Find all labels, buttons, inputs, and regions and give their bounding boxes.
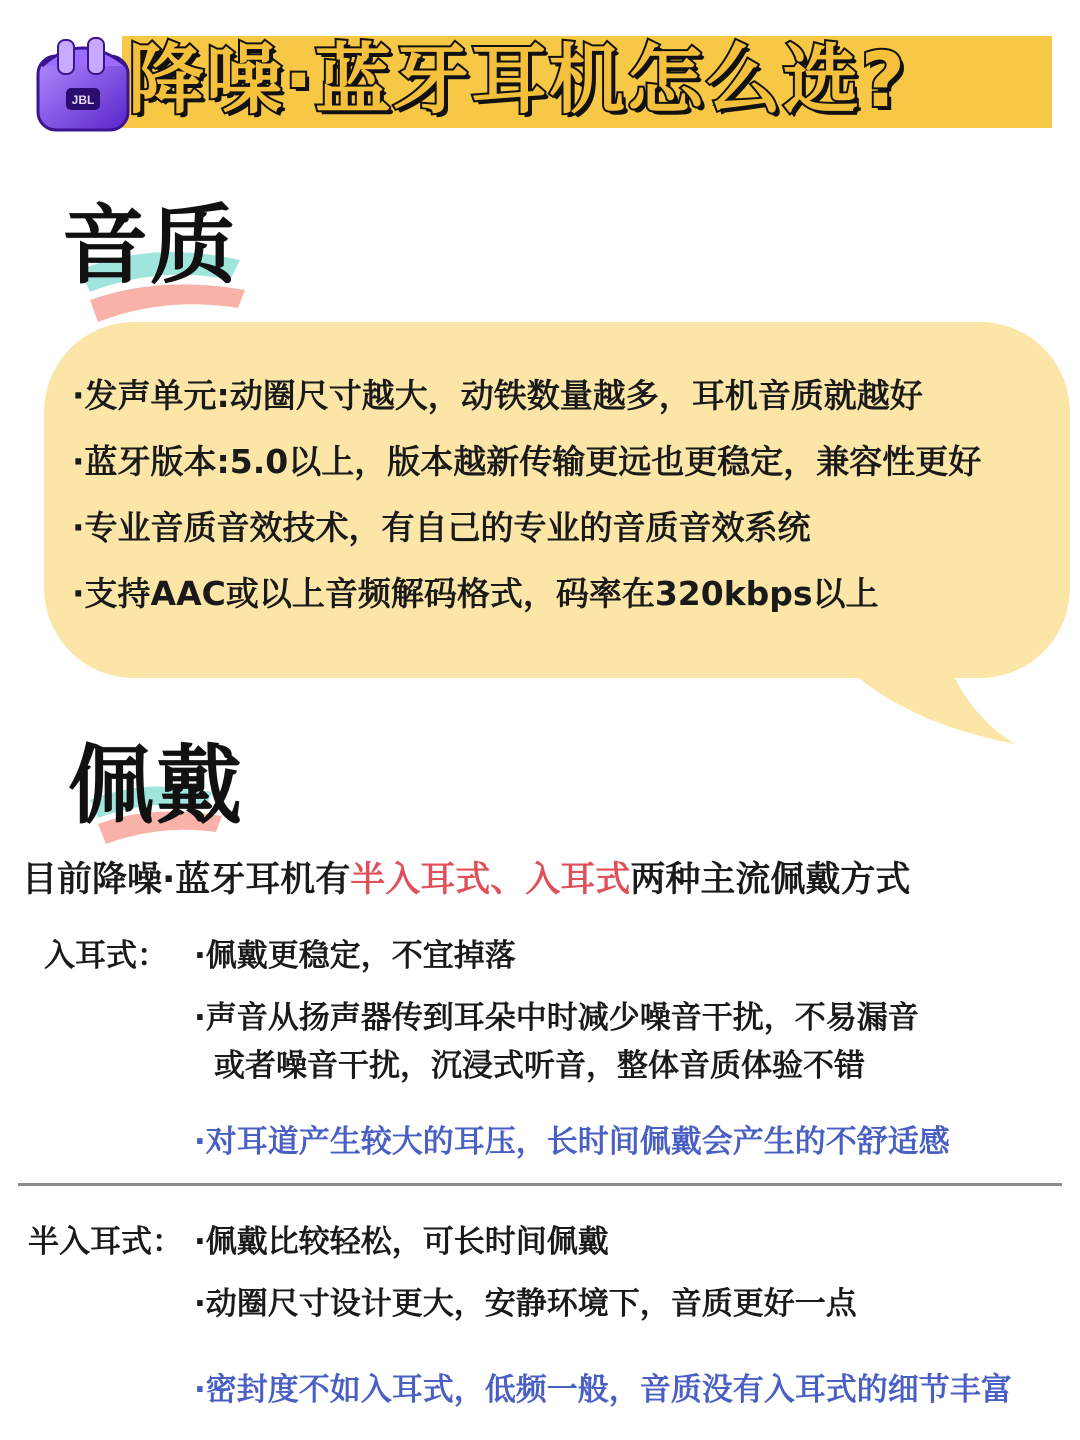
in-ear-pro: ·佩戴更稳定，不宜掉落 bbox=[194, 938, 516, 974]
intro-prefix: 目前降噪·蓝牙耳机有 bbox=[22, 860, 351, 900]
in-ear-pro: 或者噪音干扰，沉浸式听音，整体音质体验不错 bbox=[214, 1048, 865, 1084]
speech-bubble-tail bbox=[760, 640, 1020, 750]
earbuds-case-icon bbox=[28, 26, 136, 138]
section-heading-sound: 音质 bbox=[62, 195, 238, 296]
list-item: ·蓝牙版本:5.0以上，版本越新传输更远也更稳定，兼容性更好 bbox=[72, 442, 982, 481]
in-ear-pro: ·声音从扬声器传到耳朵中时减少噪音干扰，不易漏音 bbox=[194, 1000, 919, 1036]
page-title: 降噪·蓝牙耳机怎么选? bbox=[128, 35, 907, 124]
in-ear-label: 入耳式： bbox=[44, 938, 168, 974]
list-item: ·专业音质音效技术，有自己的专业的音质音效系统 bbox=[72, 508, 811, 547]
divider bbox=[18, 1183, 1062, 1186]
wear-intro bbox=[22, 852, 910, 902]
semi-in-ear-label: 半入耳式： bbox=[28, 1224, 183, 1260]
semi-in-ear-pro: ·动圈尺寸设计更大，安静环境下，音质更好一点 bbox=[194, 1286, 857, 1322]
svg-text:JBL: JBL bbox=[71, 93, 95, 107]
intro-highlight: 半入耳式、入耳式 bbox=[350, 860, 631, 900]
semi-in-ear-pro: ·佩戴比较轻松，可长时间佩戴 bbox=[194, 1224, 609, 1260]
semi-in-ear-con: ·密封度不如入耳式，低频一般，音质没有入耳式的细节丰富 bbox=[194, 1372, 1012, 1408]
list-item: ·支持AAC或以上音频解码格式，码率在320kbps以上 bbox=[72, 574, 879, 613]
sound-points-list bbox=[72, 368, 981, 632]
section-heading-wear: 佩戴 bbox=[68, 735, 244, 836]
in-ear-con: ·对耳道产生较大的耳压，长时间佩戴会产生的不舒适感 bbox=[194, 1124, 950, 1160]
intro-suffix: 两种主流佩戴方式 bbox=[630, 860, 911, 900]
list-item: ·发声单元:动圈尺寸越大，动铁数量越多，耳机音质就越好 bbox=[72, 376, 923, 415]
